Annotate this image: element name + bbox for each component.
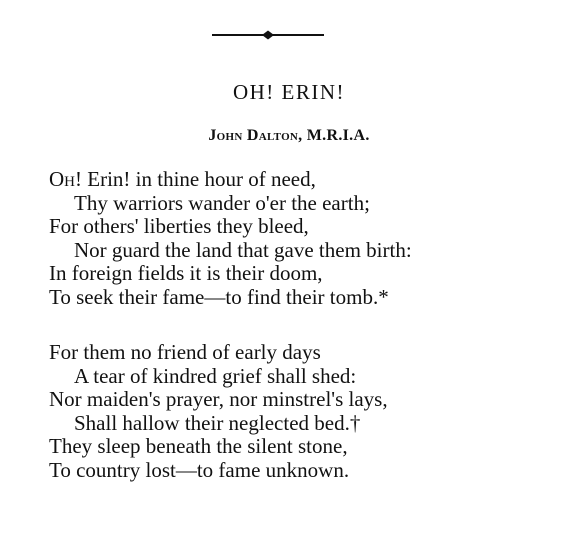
verse-line: For them no friend of early days: [49, 340, 321, 364]
poem-title: OH! ERIN!: [232, 80, 346, 104]
verse-line: In foreign fields it is their doom,: [49, 261, 323, 286]
verse-line: Nor maiden's prayer, nor minstrel's lays,: [49, 387, 388, 412]
stanza-2: [0, 341, 578, 483]
verse-opening-word: Oh!: [49, 167, 82, 191]
verse-line: [0, 168, 578, 192]
verse-line: They sleep beneath the silent stone,: [49, 434, 348, 459]
verse-line: To seek their fame—to find their tomb.*: [49, 284, 389, 309]
verse-line: Nor guard the land that gave them birth:: [74, 237, 412, 262]
verse-line: For others' liberties they bleed,: [49, 214, 309, 239]
verse-line: Thy warriors wander o'er the earth;: [74, 190, 370, 215]
diamond-rule-ornament-icon: [212, 30, 324, 40]
author-name: John Dalton, M.R.I.A.: [208, 127, 370, 144]
stanza-1: [0, 168, 578, 310]
poem-author: [0, 128, 578, 144]
verse-line: To country lost—to fame unknown.: [49, 457, 350, 482]
verse-line-text: Erin! in thine hour of need,: [82, 167, 316, 191]
verse-line: A tear of kindred grief shall shed:: [74, 363, 357, 388]
verse-line: Shall hallow their neglected bed.†: [74, 410, 361, 435]
